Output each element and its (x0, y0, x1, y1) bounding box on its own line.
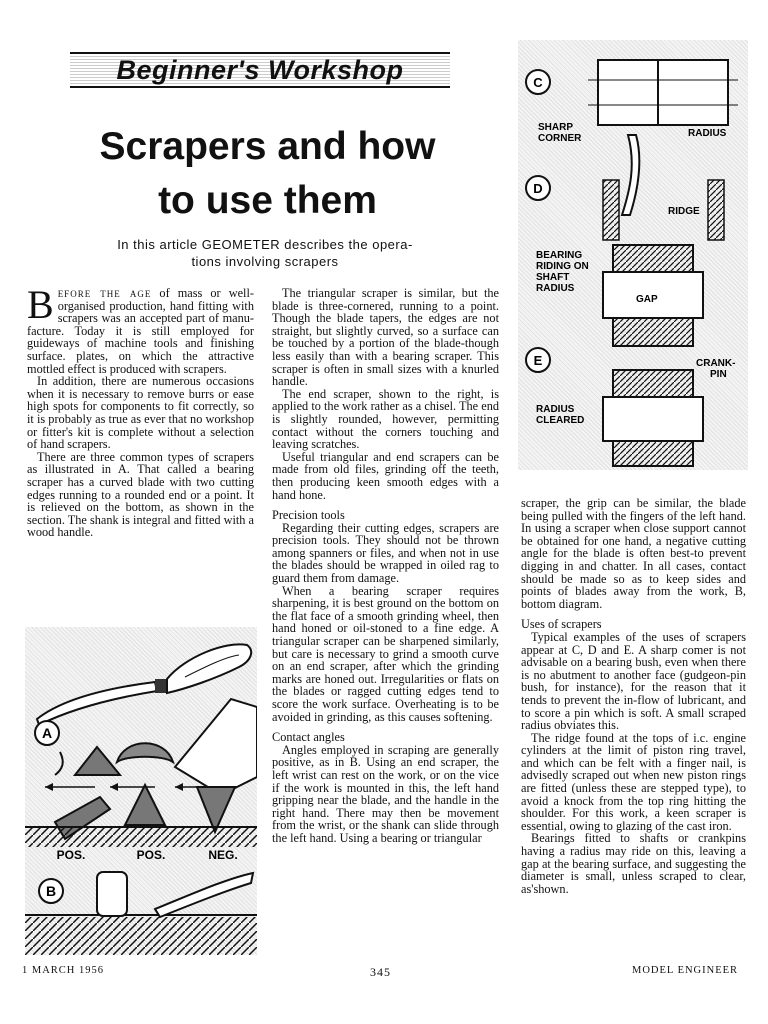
title-line-2: to use them (158, 179, 377, 222)
label-gap: GAP (636, 294, 658, 305)
footer-date: 1 MARCH 1956 (22, 965, 105, 976)
subheading-uses: Uses of scrapers (521, 617, 602, 632)
subheading-contact: Contact angles (272, 730, 345, 745)
footer-magazine: MODEL ENGINEER (632, 965, 739, 976)
figure-label-e: E (533, 353, 543, 368)
illustration-c-d-e (518, 40, 748, 470)
label-crank: CRANK- (696, 358, 736, 369)
standfirst-line-1: In this article GEOMETER describes the opera- (117, 237, 413, 252)
paragraph: The triangular scraper is similar, but the blade is three-cornered, running to a point. Though the blade tapers, the edges are not straight, but slightly curved, so a surface can be touched by a portion of the blade-though less easily than with a bearing scraper. This scraper is often in small sizes with a knurled handle. (272, 286, 499, 389)
article-title (30, 120, 505, 228)
figure-label-a: A (41, 725, 53, 741)
paragraph-text: of mass or well-organised production, hand fitting with scrapers was an accepted part of manu-facture. Today it is still employed for guideways of machine tools and finishing surface. plates, on which the attractive mottled effect is produced with scrapers. (27, 286, 254, 376)
label-sharp: SHARP (538, 122, 574, 133)
label-neg: NEG. (208, 848, 238, 862)
label-riding-on: RIDING ON (536, 261, 589, 272)
column-2 (272, 287, 499, 845)
label-pos-1: POS. (56, 848, 86, 862)
series-title: Beginner's Workshop (116, 55, 404, 85)
label-pin: PIN (710, 369, 727, 380)
paragraph (27, 282, 254, 376)
illustration-a-b-drawing (25, 627, 257, 955)
label-cleared: CLEARED (536, 415, 585, 426)
paragraph: Useful triangular and end scrapers can be made from old files, grinding off the teeth, then producing keen smooth edges with a hand hone. (272, 449, 499, 502)
column-3 (521, 497, 746, 895)
illustration-a-b (25, 627, 257, 955)
footer-page-number: 345 (370, 965, 391, 979)
label-ridge: RIDGE (668, 206, 700, 217)
label-radius-c: RADIUS (688, 128, 727, 139)
paragraph: Typical examples of the uses of scrapers appear at C, D and E. A sharp comer is not advisable on a bearing bush, even when there is no abutment to another face (gudgeon-pin bush, for instance), for the reason that it tends to prevent the in-flow of lubricant, and to score a pin which is soft. A small scraped radius obviates this. (521, 629, 746, 733)
label-bearing: BEARING (536, 250, 583, 261)
figure-label-b: B (45, 883, 57, 899)
drop-cap: B (27, 282, 54, 327)
paragraph: There are three common types of scrapers as illustrated in A. That called a bearing scraper has a curved blade with two cutting edges running to a rounded end or a point. It is relieved on the bottom, as shown in the section. The shank is integral and fitted with a wood handle. (27, 449, 254, 540)
illustration-c-d-e-drawing (518, 40, 748, 470)
paragraph: In addition, there are numerous occasions when it is necessary to remove burrs or ease high spots for components to fit correctly, so it is probably as true as ever that no workshop or fitter's kit is complete without a selection of hand scrapers. (27, 374, 254, 452)
standfirst (55, 236, 475, 270)
paragraph: The end scraper, shown to the right, is applied to the work rather as a chisel. The end is slightly rounded, however, permitting contact without the corners touching and leaving scratches. (272, 386, 499, 452)
title-line-1: Scrapers and how (99, 125, 436, 168)
paragraph: Bearings fitted to shafts or crankpins having a radius may ride on this, leaving a gap at the bearing surface, and suggesting the diameter is small, unless scraped to clear, as'shown. (521, 831, 746, 896)
label-radius-e: RADIUS (536, 404, 575, 415)
column-1 (27, 282, 254, 540)
series-banner (70, 52, 450, 88)
figure-label-d: D (533, 181, 543, 196)
label-pos-2: POS. (136, 848, 166, 862)
lead-in: efore the age (57, 286, 152, 300)
paragraph: The ridge found at the tops of i.c. engine cylinders at the limit of piston ring travel, and which can be felt with a finger nail, is advisedly scraped out when new piston rings are fitted (unless these are stepped type), to avoid a knock from the top ring hitting the shoulder. For this work, a keen scraper is essential, owing to glazing of the cast iron. (521, 730, 746, 833)
label-corner: CORNER (538, 133, 582, 144)
paragraph: scraper, the grip can be similar, the blade being pulled with the fingers of the left hand. In using a scraper when close support cannot be obtained for one hand, a negative cutting angle for the blade is often best-to prevent digging in and chatter. In all cases, contact should be made so as to keep sides and points of blades away from the work, B, bottom diagram. (521, 496, 746, 611)
label-shaft: SHAFT (536, 272, 570, 283)
subheading-precision: Precision tools (272, 508, 345, 523)
paragraph: When a bearing scraper requires sharpening, it is best ground on the bottom on the flat face of a smooth grinding wheel, then hand honed or oil-stoned to a fine edge. A triangular scraper can be sharpened similarly, but care is necessary to grind a smooth curve on an end scraper, after which the grinding marks are honed out. Irregularities or flats on the blades or ragged cutting edges tend to score the work surface. Overheating is to be avoided in grinding, as this causes softening. (272, 583, 499, 724)
paragraph: Regarding their cutting edges, scrapers are precision tools. They should not be thrown among spanners or files, and when not in use the blades should be wrapped in oiled rag to guard them from damage. (272, 520, 499, 586)
paragraph: Angles employed in scraping are generally positive, as in B. Using an end scraper, the left wrist can rest on the work, or on the vice if the work is mounted in this, the left hand gripping near the blade, and the handle in the right hand. There may then be movement from the wrist, or the shank can slide through the left hand. Using a bearing or triangular (272, 742, 499, 845)
standfirst-line-2: tions involving scrapers (191, 254, 339, 269)
figure-label-c: C (533, 75, 543, 90)
label-shaft-radius: RADIUS (536, 283, 575, 294)
